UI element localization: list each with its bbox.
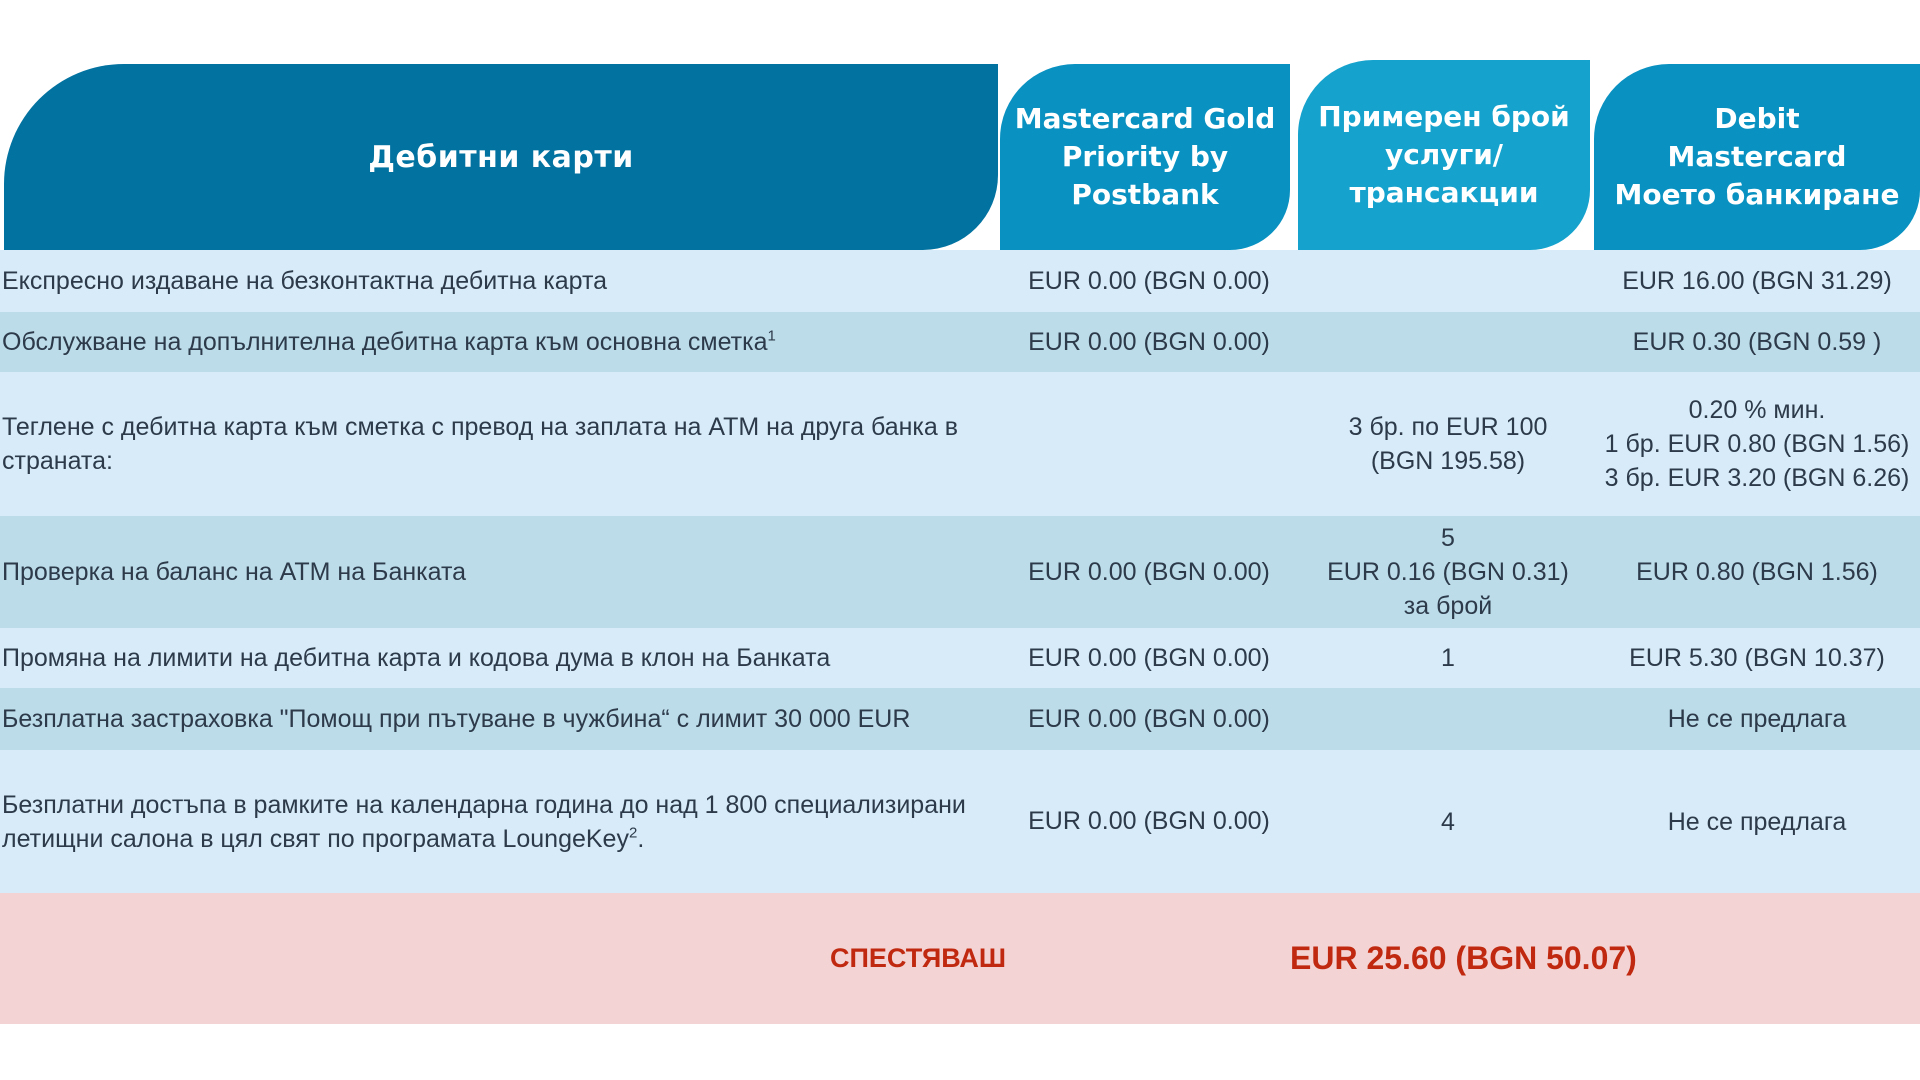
gold-value: EUR 0.00 (BGN 0.00) [1028,557,1270,586]
table-header-title [4,64,998,250]
footnote-marker: 1 [767,327,776,345]
header-line: Моето банкиране [1614,178,1900,211]
table-row [0,688,1920,750]
header-line: Priority by [1061,140,1229,173]
debit-value: Не се предлага [1667,705,1847,733]
gold-value: EUR 0.00 (BGN 0.00) [1028,327,1270,356]
header-title-text: Дебитни карти [368,139,634,175]
savings-value: EUR 25.60 (BGN 50.07) [1290,940,1637,976]
table-row [0,312,1920,372]
row-label: Безплатна застраховка "Помощ при пътуване в чужбина“ с лимит 30 000 EUR [2,705,911,733]
gold-value [1000,372,1298,516]
header-line: услуги/ [1384,138,1504,171]
savings-label: СПЕСТЯВАШ [830,943,1007,973]
row-label: Теглене с дебитна карта към сметка с превод на заплата на АТМ на друга банка в страната: [2,413,959,475]
count-value [1298,688,1598,750]
row-label: Промяна на лимити на дебитна карта и кодова дума в клон на Банката [2,644,831,672]
gold-value: EUR 0.00 (BGN 0.00) [1028,704,1270,733]
column-header-service-count [1298,60,1590,250]
debit-value: EUR 0.30 (BGN 0.59 ) [1632,328,1882,356]
debit-value: 0.20 % мин. 1 бр. EUR 0.80 (BGN 1.56) 3 бр. EUR 3.20 (BGN 6.26) [1604,396,1910,492]
savings-row [0,893,1920,1024]
column-header-mastercard-gold [1000,64,1290,250]
header-line: трансакции [1349,176,1539,209]
count-value [1298,250,1598,312]
count-value: 5 EUR 0.16 (BGN 0.31) за брой [1327,524,1569,620]
debit-value: EUR 5.30 (BGN 10.37) [1629,644,1885,672]
table-row [0,750,1920,893]
row-label: Проверка на баланс на АТМ на Банката [2,558,467,586]
header-line: Mastercard [1667,140,1847,173]
table-row [0,372,1920,516]
row-label: Експресно издаване на безконтактна дебитна карта [2,267,608,295]
footnote-marker: 2 [628,824,638,842]
gold-value: EUR 0.00 (BGN 0.00) [1028,643,1270,672]
table-row [0,628,1920,688]
table-row [0,250,1920,312]
header-line: Postbank [1071,178,1219,211]
debit-value: EUR 0.80 (BGN 1.56) [1636,558,1878,586]
count-value: 3 бр. по EUR 100 (BGN 195.58) [1348,413,1548,475]
row-label: Обслужване на допълнителна дебитна карта към основна сметка$^1$ [2,327,776,356]
table-row [0,516,1920,628]
header-line: Mastercard Gold [1014,102,1276,135]
column-header-debit-mastercard [1594,64,1920,250]
gold-value: EUR 0.00 (BGN 0.00) [1028,807,1270,835]
count-value: 4 [1441,807,1455,836]
header-line: Примерен брой [1318,100,1570,133]
header-line: Debit [1714,102,1800,135]
debit-value: EUR 16.00 (BGN 31.29) [1622,267,1892,295]
row-label: Безплатни достъпа в рамките на календарна година до над 1 800 специализирани летищни салона в цял свят по програмата LoungeKey$^2$. [2,790,966,853]
debit-value: Не се предлага [1667,807,1847,836]
count-value: 1 [1441,644,1455,672]
count-value [1298,312,1598,372]
gold-value: EUR 0.00 (BGN 0.00) [1028,266,1270,295]
